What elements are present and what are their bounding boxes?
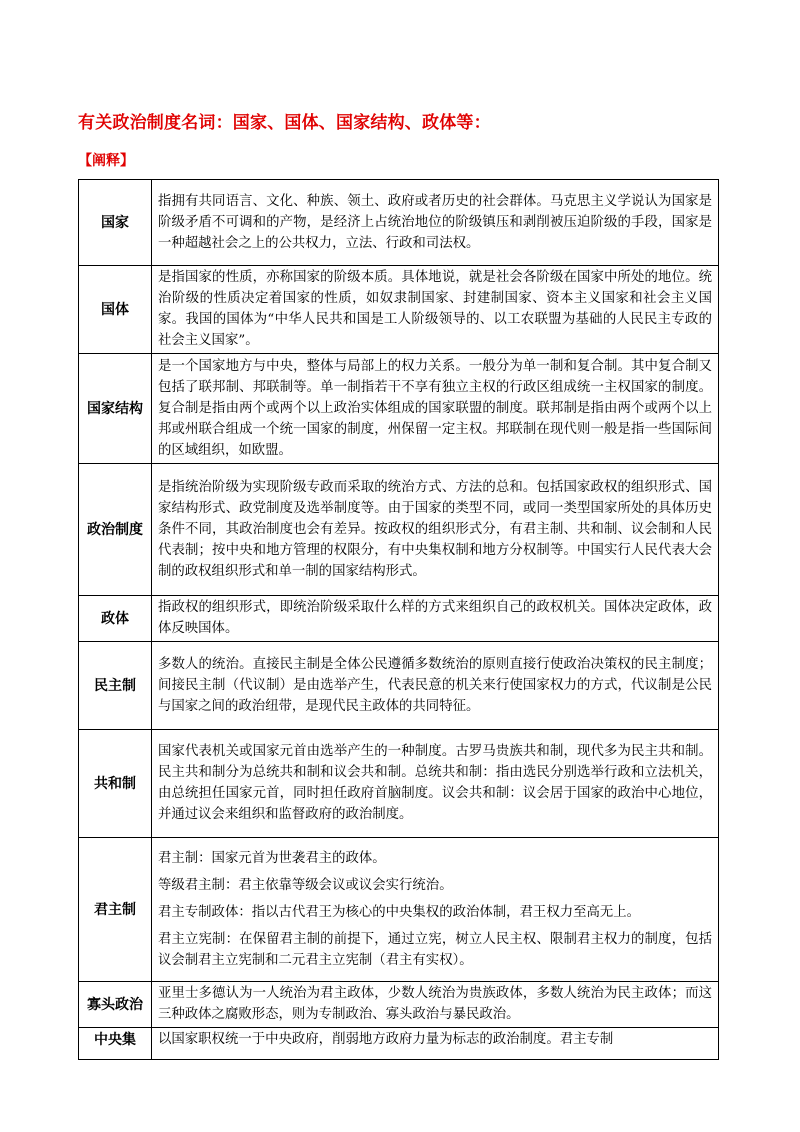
definition-text: 君主立宪制：在保留君主制的前提下，通过立宪，树立人民主权、限制君主权力的制度，包括议会制君主立宪制和二元君主立宪制（君主有实权）。 (158, 931, 712, 968)
table-row (79, 982, 719, 1028)
definition-cell (152, 730, 719, 838)
definition-cell (152, 838, 719, 982)
definition-text: 以国家职权统一于中央政府，削弱地方政府力量为标志的政治制度。君主专制 (158, 1032, 614, 1047)
term-cell: 民主制 (79, 642, 152, 730)
term-cell: 政体 (79, 596, 152, 642)
term-cell: 君主制 (79, 838, 152, 982)
term-cell: 政治制度 (79, 464, 152, 596)
terms-table (78, 179, 719, 1060)
definition-text: 是一个国家地方与中央，整体与局部上的权力关系。一般分为单一制和复合制。其中复合制又包括了联邦制、邦联制等。单一制指若干不享有独立主权的行政区组成统一主权国家的制度。复合制是指由两个或两个以上政治实体组成的国家联盟的制度。联邦制是指由两个或两个以上邦或州联合组成一个统一国家的制度，州保留一定主权。邦联制在现代则一般是指一些国际间的区域组织，如欧盟。 (158, 358, 712, 458)
table-row (79, 354, 719, 464)
table-row (79, 642, 719, 730)
definition-cell (152, 982, 719, 1028)
definition-text: 指政权的组织形式，即统治阶级采取什么样的方式来组织自己的政权机关。国体决定政体，政体反映国体。 (158, 600, 712, 636)
definition-text: 君主专制政体：指以古代君王为核心的中央集权的政治体制，君王权力至高无上。 (158, 904, 641, 920)
definition-cell (152, 180, 719, 266)
definition-cell (152, 464, 719, 596)
definition-cell (152, 642, 719, 730)
table-row (79, 180, 719, 266)
definition-text: 君主制：国家元首为世袭君主的政体。 (158, 850, 386, 866)
definition-text: 亚里士多德认为一人统治为君主政体，少数人统治为贵族政体，多数人统治为民主政体；而这三种政体之腐败形态，则为专制政治、寡头政治与暴民政治。 (158, 986, 712, 1022)
term-cell: 国家结构 (79, 354, 152, 464)
term-cell: 国体 (79, 266, 152, 354)
table-row (79, 838, 719, 982)
definition-text: 国家代表机关或国家元首由选举产生的一种制度。古罗马贵族共和制，现代多为民主共和制。民主共和制分为总统共和制和议会共和制。总统共和制：指由选民分别选举行政和立法机关，由总统担任国家元首，同时担任政府首脑制度。议会共和制：议会居于国家的政治中心地位，并通过议会来组织和监督政府的政治制度。 (158, 744, 712, 822)
definition-text: 是指统治阶级为实现阶级专政而采取的统治方式、方法的总和。包括国家政权的组织形式、国家结构形式、政党制度及选举制度等。由于国家的类型不同，或同一类型国家所处的具体历史条件不同，其政治制度也会有差异。按政权的组织形式分，有君主制、共和制、议会制和人民代表制；按中央和地方管理的权限分，有中央集权制和地方分权制等。中国实行人民代表大会制的政权组织形式和单一制的国家结构形式。 (158, 479, 712, 579)
definition-cell (152, 1028, 719, 1060)
definition-text: 等级君主制：君主依靠等级会议或议会实行统治。 (158, 877, 453, 893)
table-row (79, 266, 719, 354)
table-row (79, 464, 719, 596)
table-row (79, 730, 719, 838)
definition-cell (152, 354, 719, 464)
definition-text: 指拥有共同语言、文化、种族、领土、政府或者历史的社会群体。马克思主义学说认为国家是阶级矛盾不可调和的产物，是经济上占统治地位的阶级镇压和剥削被压迫阶级的手段，国家是一种超越社会之上的公共权力，立法、行政和司法权。 (158, 193, 712, 251)
page-heading: 有关政治制度名词：国家、国体、国家结构、政体等： (78, 113, 491, 133)
term-cell: 寡头政治 (79, 982, 152, 1028)
table-row (79, 1028, 719, 1060)
term-cell: 共和制 (79, 730, 152, 838)
definition-text: 多数人的统治。直接民主制是全体公民遵循多数统治的原则直接行使政治决策权的民主制度；间接民主制（代议制）是由选举产生，代表民意的机关来行使国家权力的方式，代议制是公民与国家之间的政治纽带，是现代民主政体的共同特征。 (158, 656, 712, 714)
definition-cell (152, 596, 719, 642)
term-cell: 国家 (79, 180, 152, 266)
table-row (79, 596, 719, 642)
term-cell: 中央集 (79, 1028, 152, 1060)
definition-text: 是指国家的性质，亦称国家的阶级本质。具体地说，就是社会各阶级在国家中所处的地位。统治阶级的性质决定着国家的性质，如奴隶制国家、封建制国家、资本主义国家和社会主义国家。我国的国体为“中华人民共和国是工人阶级领导的、以工农联盟为基础的人民民主专政的社会主义国家”。 (158, 270, 712, 348)
definition-cell (152, 266, 719, 354)
section-label: 【阐释】 (78, 153, 134, 169)
